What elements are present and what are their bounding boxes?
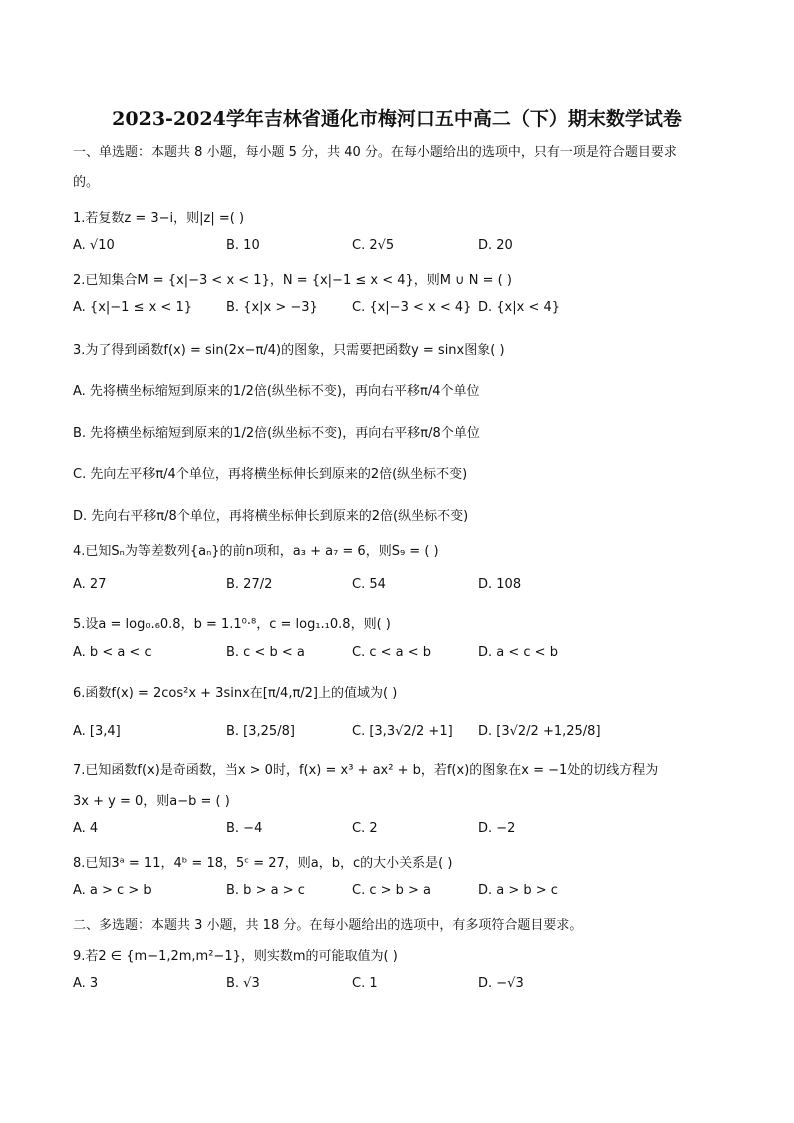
question-7-options (73, 821, 723, 843)
question-6-stem: 6.函数f(x) = 2cos²x + 3sinx在[π/4,π/2]上的值域为( ) (73, 686, 398, 701)
q1-option-d: D. 20 (478, 238, 513, 253)
question-8-options (73, 883, 723, 905)
q3-option-b: B. 先将横坐标缩短到原来的1/2倍(纵坐标不变)，再向右平移π/8个单位 (73, 426, 480, 441)
q1-option-c: C. 2√5 (352, 238, 395, 253)
q7-option-b: B. −4 (226, 821, 263, 836)
question-4-stem: 4.已知Sₙ为等差数列{aₙ}的前n项和，a₃ + a₇ = 6，则S₉ = ( ) (73, 544, 439, 559)
question-1-options (73, 238, 723, 260)
q7-option-a: A. 4 (73, 821, 99, 836)
question-8-stem: 8.已知3ᵃ = 11，4ᵇ = 18，5ᶜ = 27，则a，b，c的大小关系是( ) (73, 856, 453, 871)
question-5-options (73, 645, 723, 667)
q4-option-c: C. 54 (352, 577, 386, 592)
question-9-options (73, 976, 723, 998)
question-7-stem-line-2: 3x + y = 0，则a−b = ( ) (73, 794, 230, 809)
q2-option-d: D. {x|x < 4} (478, 300, 561, 315)
section-1-line-2: 的。 (73, 175, 100, 190)
question-3-stem: 3.为了得到函数f(x) = sin(2x−π/4)的图象，只需要把函数y = sinx图象( ) (73, 343, 505, 358)
q4-option-d: D. 108 (478, 577, 522, 592)
question-9-stem: 9.若2 ∈ {m−1,2m,m²−1}，则实数m的可能取值为( ) (73, 949, 398, 964)
q6-option-a: A. [3,4] (73, 724, 121, 739)
q5-option-b: B. c < b < a (226, 645, 305, 660)
question-6-options (73, 724, 723, 746)
q6-option-c: C. [3,3√2/2 +1] (352, 724, 453, 739)
q2-option-c: C. {x|−3 < x < 4} (352, 300, 472, 315)
question-7-stem-line-1: 7.已知函数f(x)是奇函数，当x > 0时，f(x) = x³ + ax² + b，若f(x)的图象在x = −1处的切线方程为 (73, 763, 659, 778)
q8-option-a: A. a > c > b (73, 883, 152, 898)
q8-option-d: D. a > b > c (478, 883, 558, 898)
question-5-stem: 5.设a = log₀.₆0.8，b = 1.1⁰·⁸，c = log₁.₁0.8，则( ) (73, 617, 391, 632)
q1-option-b: B. 10 (226, 238, 260, 253)
q9-option-c: C. 1 (352, 976, 378, 991)
q5-option-d: D. a < c < b (478, 645, 558, 660)
q2-option-a: A. {x|−1 ≤ x < 1} (73, 300, 192, 315)
q8-option-b: B. b > a > c (226, 883, 305, 898)
q2-option-b: B. {x|x > −3} (226, 300, 318, 315)
q7-option-d: D. −2 (478, 821, 516, 836)
q1-option-a: A. √10 (73, 238, 115, 253)
q6-option-b: B. [3,25/8] (226, 724, 295, 739)
q9-option-a: A. 3 (73, 976, 99, 991)
q8-option-c: C. c > b > a (352, 883, 432, 898)
question-2-stem: 2.已知集合M = {x|−3 < x < 1}，N = {x|−1 ≤ x < 4}，则M ∪ N = ( ) (73, 273, 512, 288)
question-2-options (73, 300, 723, 322)
q3-option-c: C. 先向左平移π/4个单位，再将横坐标伸长到原来的2倍(纵坐标不变) (73, 467, 468, 482)
q5-option-a: A. b < a < c (73, 645, 152, 660)
q3-option-d: D. 先向右平移π/8个单位，再将横坐标伸长到原来的2倍(纵坐标不变) (73, 509, 469, 524)
q7-option-c: C. 2 (352, 821, 378, 836)
q4-option-a: A. 27 (73, 577, 107, 592)
q6-option-d: D. [3√2/2 +1,25/8] (478, 724, 601, 739)
q9-option-b: B. √3 (226, 976, 260, 991)
question-4-options (73, 577, 723, 599)
question-1-stem: 1.若复数z = 3−i，则|z| =( ) (73, 211, 245, 226)
page-title: 2023-2024学年吉林省通化市梅河口五中高二（下）期末数学试卷 (112, 108, 682, 130)
q3-option-a: A. 先将横坐标缩短到原来的1/2倍(纵坐标不变)，再向右平移π/4个单位 (73, 384, 480, 399)
q9-option-d: D. −√3 (478, 976, 524, 991)
section-1-instructions (73, 138, 723, 198)
section-1-line-1: 一、单选题：本题共 8 小题，每小题 5 分，共 40 分。在每小题给出的选项中，只有一项是符合题目要求 (73, 145, 677, 160)
q5-option-c: C. c < a < b (352, 645, 432, 660)
q4-option-b: B. 27/2 (226, 577, 273, 592)
section-2-instructions: 二、多选题：本题共 3 小题，共 18 分。在每小题给出的选项中，有多项符合题目要求。 (73, 918, 583, 933)
